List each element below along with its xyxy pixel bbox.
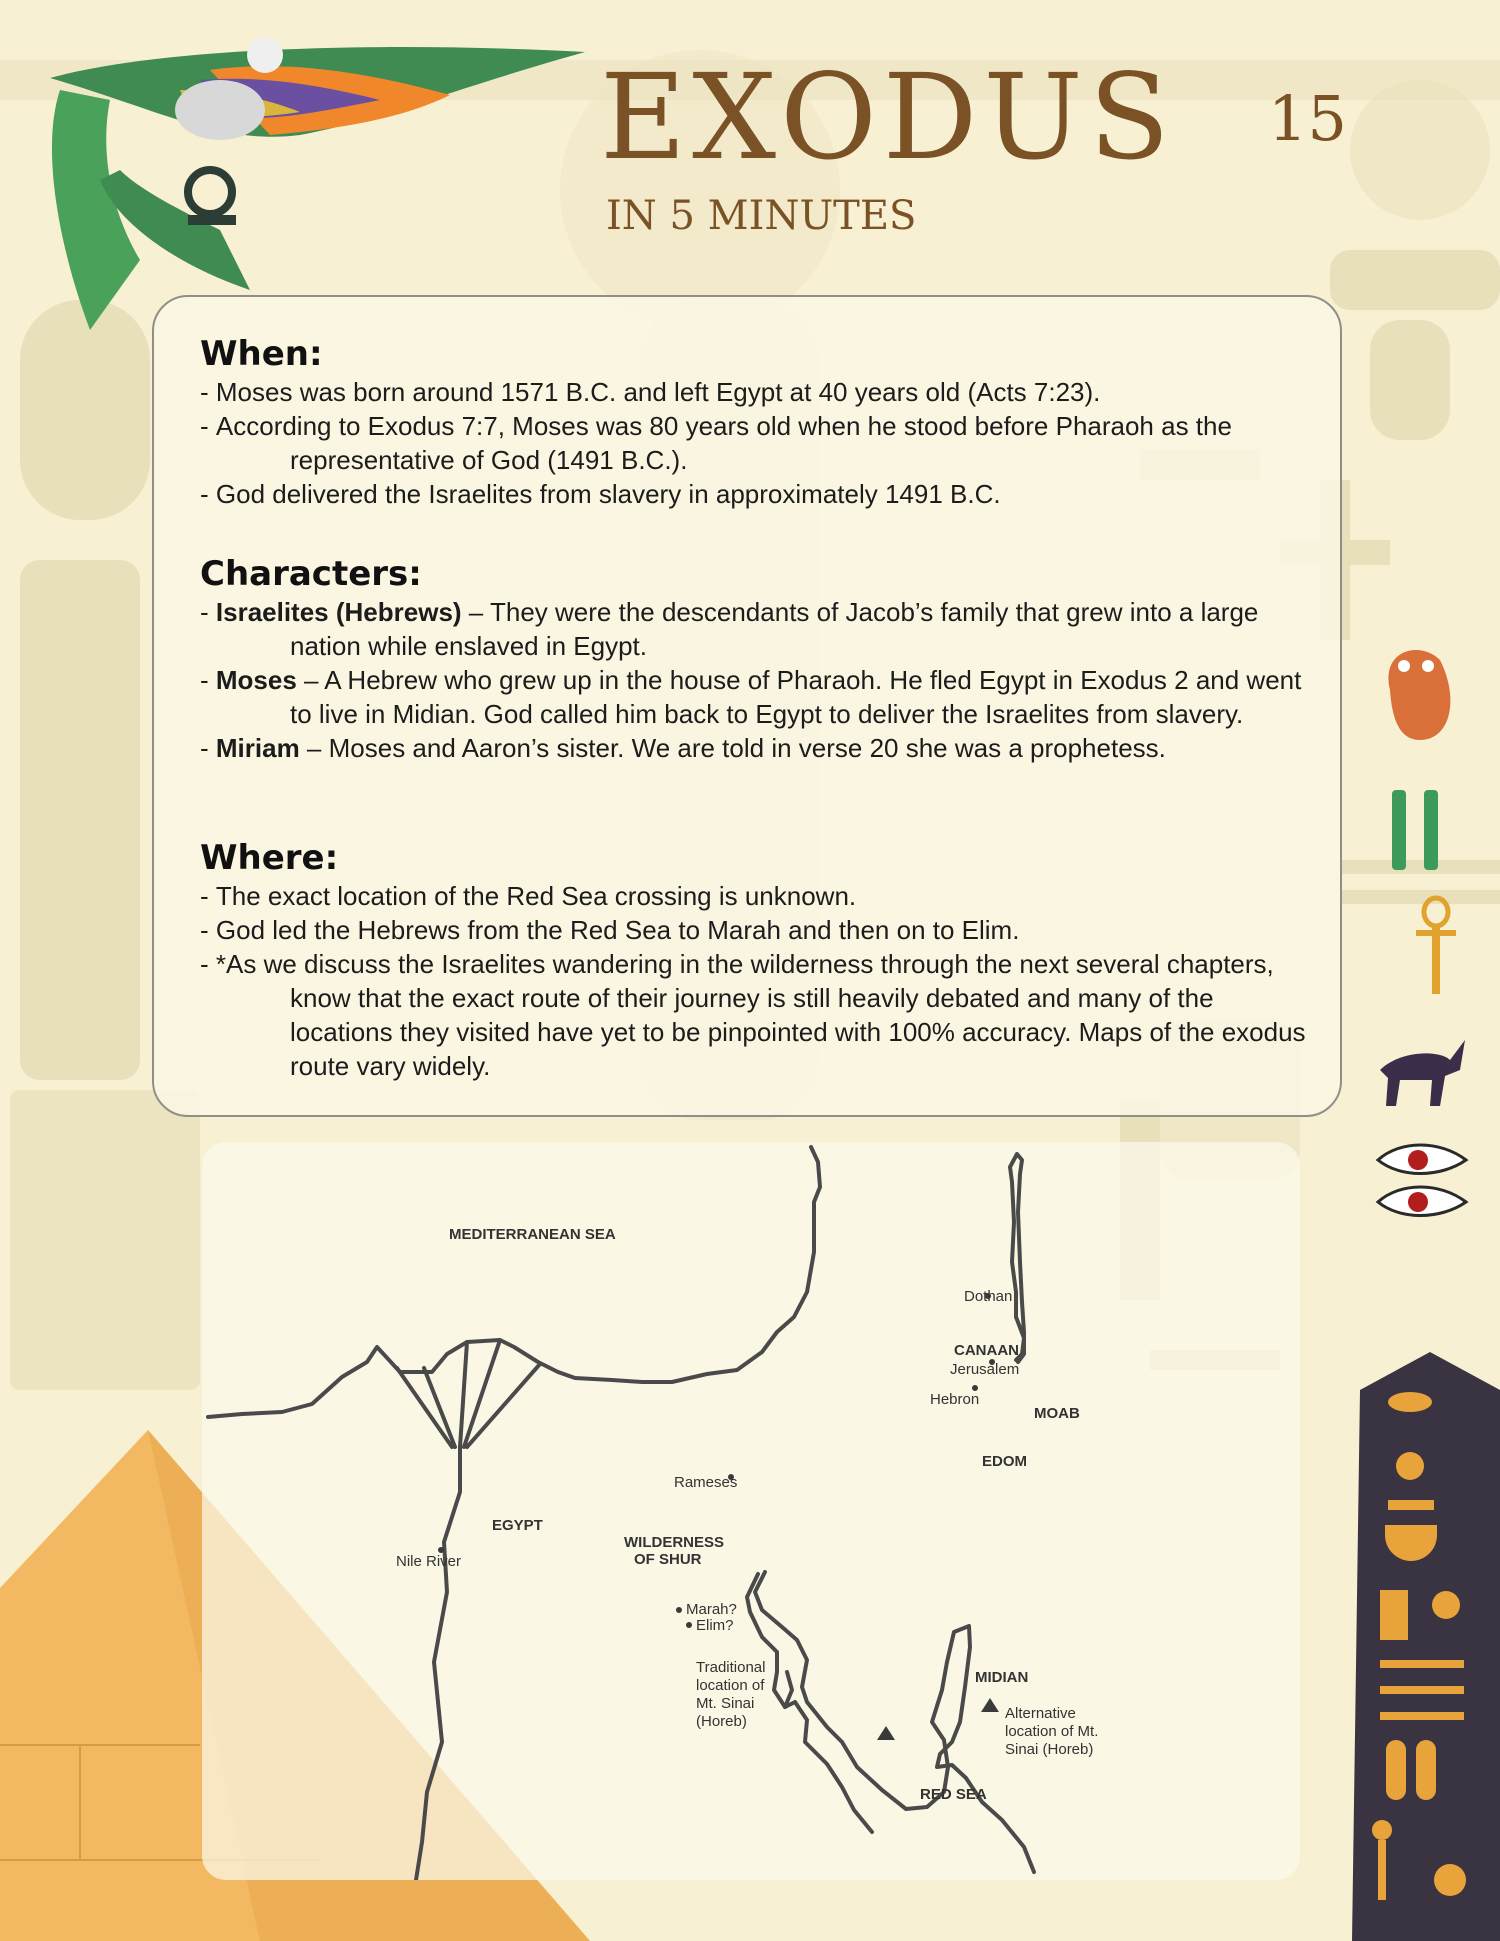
label-nile-river: Nile River [396, 1553, 462, 1570]
when-item: - God delivered the Israelites from slavery in approximately 1491 B.C. [200, 479, 1001, 509]
alternative-sinai-marker [981, 1698, 999, 1712]
label-wilderness-1: WILDERNESS [624, 1534, 725, 1551]
where-item: - The exact location of the Red Sea crossing is unknown. [200, 881, 857, 911]
nile-delta [397, 1340, 540, 1447]
character-name: Moses [215, 665, 297, 695]
label-traditional-4: (Horeb) [696, 1713, 747, 1730]
label-traditional-1: Traditional [696, 1659, 766, 1676]
when-section [200, 335, 1320, 511]
label-midian: MIDIAN [975, 1669, 1029, 1686]
nile-river [416, 1447, 460, 1880]
info-panel [152, 295, 1342, 1117]
label-egypt: EGYPT [492, 1517, 543, 1534]
label-wilderness-2: OF SHUR [634, 1551, 702, 1568]
when-item: - Moses was born around 1571 B.C. and left Egypt at 40 years old (Acts 7:23). [200, 377, 1101, 407]
where-item: - God led the Hebrews from the Red Sea to Marah and then on to Elim. [200, 915, 1020, 945]
map-drawing [202, 1142, 1300, 1880]
label-canaan: CANAAN [954, 1342, 1019, 1359]
red-sea-east-shore [755, 1572, 1034, 1872]
label-alternative-2: location of Mt. [1005, 1723, 1099, 1740]
characters-heading: Characters: [200, 554, 422, 594]
label-traditional-2: location of [696, 1677, 765, 1694]
page-title: EXODUS [600, 48, 1176, 186]
dead-sea-jordan [1010, 1154, 1024, 1362]
elim-dot [686, 1622, 692, 1628]
marah-dot [676, 1607, 682, 1613]
traditional-sinai-marker [877, 1726, 895, 1740]
characters-section [200, 555, 1320, 765]
gulf-of-suez-tip [785, 1672, 792, 1707]
character-name: Israelites (Hebrews) [215, 597, 462, 627]
hieroglyph-column [1378, 650, 1466, 1216]
obelisk-art [1352, 1352, 1500, 1941]
label-moab: MOAB [1034, 1405, 1080, 1422]
label-alternative-3: Sinai (Horeb) [1005, 1741, 1094, 1758]
when-item: - According to Exodus 7:7, Moses was 80 years old when he stood before Pharaoh as the representative of God (1491 B.C.). [200, 411, 1232, 475]
where-item: - *As we discuss the Israelites wandering in the wilderness through the next several chapters, know that the exact route of their journey is still heavily debated and many of the locations they visited have yet to be pinpointed with 100% accuracy. Maps of the exodus route vary widely. [200, 949, 1306, 1081]
where-section [200, 839, 1320, 1083]
exodus-map [202, 1142, 1300, 1880]
label-dothan: Dothan [964, 1288, 1013, 1305]
label-elim: Elim? [696, 1617, 734, 1634]
character-name: Miriam [215, 733, 300, 763]
where-heading: Where: [200, 838, 339, 878]
label-mediterranean: MEDITERRANEAN SEA [449, 1226, 616, 1243]
label-hebron: Hebron [930, 1391, 980, 1408]
chapter-number: 15 [1268, 82, 1347, 155]
label-rameses: Rameses [674, 1474, 738, 1491]
label-jerusalem: Jerusalem [950, 1361, 1020, 1378]
label-alternative-1: Alternative [1005, 1705, 1076, 1722]
character-item: - Israelites (Hebrews) – They were the descendants of Jacob’s family that grew into a large nation while enslaved in Egypt. [200, 597, 1259, 661]
page-subtitle: IN 5 MINUTES [606, 193, 917, 239]
label-marah: Marah? [686, 1601, 737, 1618]
label-edom: EDOM [982, 1453, 1027, 1470]
label-red-sea: RED SEA [920, 1786, 987, 1803]
when-heading: When: [200, 334, 323, 374]
character-item: - Miriam – Moses and Aaron’s sister. We are told in verse 20 she was a prophetess. [200, 733, 1166, 763]
mediterranean-coastline [208, 1147, 820, 1417]
character-item: - Moses – A Hebrew who grew up in the house of Pharaoh. He fled Egypt in Exodus 2 and went to live in Midian. God called him back to Egypt to deliver the Israelites from slavery. [200, 665, 1302, 729]
label-traditional-3: Mt. Sinai [696, 1695, 755, 1712]
